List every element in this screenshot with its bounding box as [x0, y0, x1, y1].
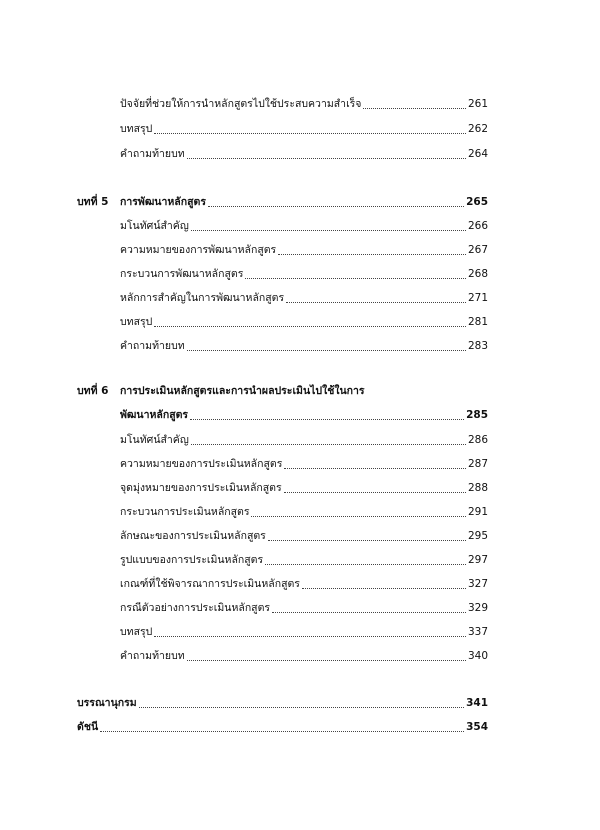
toc-entry-page: 288 — [467, 482, 488, 494]
toc-entry-page: 264 — [467, 148, 488, 160]
leader-dots — [245, 278, 466, 279]
toc-entry[interactable] — [120, 527, 488, 544]
toc-entry[interactable] — [120, 95, 488, 112]
toc-entry-page: 337 — [467, 626, 488, 638]
toc-entry-title: เกณฑ์ที่ใช้พิจารณาการประเมินหลักสูตร — [120, 578, 300, 590]
toc-entry-bibliography[interactable] — [77, 694, 488, 711]
toc-entry-page: 266 — [467, 220, 488, 232]
toc-entry[interactable] — [120, 599, 488, 616]
chapter-6-heading[interactable] — [120, 406, 488, 423]
toc-entry-page: 271 — [467, 292, 488, 304]
leader-dots — [251, 516, 465, 517]
toc-entry-title: กระบวนการประเมินหลักสูตร — [120, 506, 250, 518]
toc-entry-title: คำถามท้ายบท — [120, 340, 185, 352]
toc-entry-page: 341 — [466, 697, 488, 709]
leader-dots — [272, 612, 466, 613]
chapter-6-title-line1: การประเมินหลักสูตรและการนำผลประเมินไปใช้ในการ — [120, 385, 365, 397]
chapter-5-title: การพัฒนาหลักสูตร — [120, 196, 206, 208]
toc-entry-title: ความหมายของการประเมินหลักสูตร — [120, 458, 283, 470]
chapter-5-heading[interactable] — [120, 193, 488, 210]
toc-entry-title: มโนทัศน์สำคัญ — [120, 434, 189, 446]
chapter-6-page: 285 — [466, 409, 488, 421]
chapter-6-label: บทที่ 6 — [77, 385, 109, 397]
toc-entry-page: 295 — [467, 530, 488, 542]
toc-entry-page: 327 — [467, 578, 488, 590]
toc-entry[interactable] — [120, 479, 488, 496]
chapter-6-title-line2: พัฒนาหลักสูตร — [120, 409, 189, 421]
leader-dots — [154, 326, 466, 327]
leader-dots — [265, 564, 466, 565]
toc-entry-page: 268 — [467, 268, 488, 280]
leader-dots — [100, 731, 464, 732]
leader-dots — [268, 540, 466, 541]
leader-dots — [191, 230, 466, 231]
toc-entry-title: มโนทัศน์สำคัญ — [120, 220, 189, 232]
toc-entry-title: บทสรุป — [120, 316, 153, 328]
toc-entry-title: ความหมายของการพัฒนาหลักสูตร — [120, 244, 277, 256]
toc-entry[interactable] — [120, 241, 488, 258]
toc-entry-title: บทสรุป — [120, 123, 153, 135]
leader-dots — [154, 133, 466, 134]
toc-entry-page: 267 — [467, 244, 488, 256]
leader-dots — [187, 350, 466, 351]
leader-dots — [154, 636, 466, 637]
leader-dots — [284, 492, 466, 493]
chapter-5-page: 265 — [466, 196, 488, 208]
leader-dots — [190, 419, 464, 420]
toc-entry-title: กระบวนการพัฒนาหลักสูตร — [120, 268, 244, 280]
toc-entry[interactable] — [120, 265, 488, 282]
toc-entry-title: หลักการสำคัญในการพัฒนาหลักสูตร — [120, 292, 285, 304]
leader-dots — [187, 660, 466, 661]
toc-entry-title: คำถามท้ายบท — [120, 650, 185, 662]
toc-entry-page: 281 — [467, 316, 488, 328]
toc-entry-page: 287 — [467, 458, 488, 470]
toc-entry-title: ดัชนี — [77, 721, 99, 733]
toc-entry[interactable] — [120, 647, 488, 664]
toc-entry-page: 261 — [467, 98, 488, 110]
chapter-5-label: บทที่ 5 — [77, 196, 109, 208]
toc-entry[interactable] — [120, 575, 488, 592]
leader-dots — [284, 468, 466, 469]
leader-dots — [187, 158, 466, 159]
toc-entry-title: จุดมุ่งหมายของการประเมินหลักสูตร — [120, 482, 282, 494]
toc-entry[interactable] — [120, 120, 488, 137]
leader-dots — [139, 707, 464, 708]
leader-dots — [302, 588, 466, 589]
toc-entry-title: กรณีตัวอย่างการประเมินหลักสูตร — [120, 602, 271, 614]
toc-entry[interactable] — [120, 337, 488, 354]
toc-entry-page: 262 — [467, 123, 488, 135]
toc-entry[interactable] — [120, 145, 488, 162]
toc-entry-title: คำถามท้ายบท — [120, 148, 185, 160]
toc-entry[interactable] — [120, 503, 488, 520]
leader-dots — [286, 302, 466, 303]
toc-entry[interactable] — [120, 217, 488, 234]
toc-entry-title: รูปแบบของการประเมินหลักสูตร — [120, 554, 264, 566]
toc-entry-page: 286 — [467, 434, 488, 446]
leader-dots — [363, 108, 465, 109]
leader-dots — [191, 444, 466, 445]
leader-dots — [208, 206, 464, 207]
toc-entry[interactable] — [120, 313, 488, 330]
toc-entry-title: ปัจจัยที่ช่วยให้การนำหลักสูตรไปใช้ประสบความสำเร็จ — [120, 98, 362, 110]
toc-entry-title: บทสรุป — [120, 626, 153, 638]
toc-entry-page: 354 — [466, 721, 488, 733]
toc-entry-page: 340 — [467, 650, 488, 662]
toc-entry[interactable] — [120, 623, 488, 640]
toc-entry-index[interactable] — [77, 718, 488, 735]
toc-entry[interactable] — [120, 431, 488, 448]
toc-entry-title: ลักษณะของการประเมินหลักสูตร — [120, 530, 266, 542]
toc-entry[interactable] — [120, 289, 488, 306]
toc-entry-page: 329 — [467, 602, 488, 614]
toc-entry[interactable] — [120, 455, 488, 472]
leader-dots — [278, 254, 466, 255]
toc-entry[interactable] — [120, 551, 488, 568]
toc-entry-page: 291 — [467, 506, 488, 518]
toc-entry-page: 297 — [467, 554, 488, 566]
toc-entry-title: บรรณานุกรม — [77, 697, 137, 709]
toc-entry-page: 283 — [467, 340, 488, 352]
